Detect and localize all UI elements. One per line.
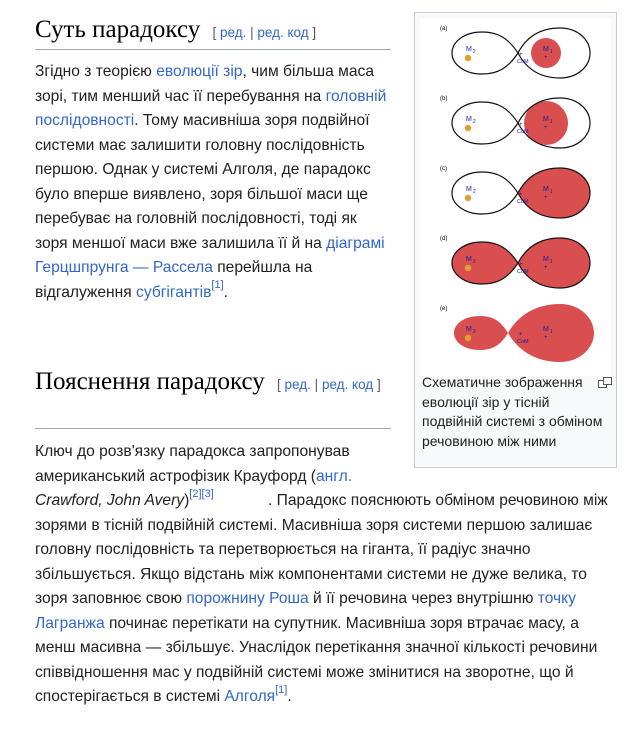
star-center-mark: +	[544, 265, 548, 271]
center-of-mass-label: CoM	[517, 129, 529, 135]
section-heading-essence	[35, 16, 316, 44]
mass-1-label: $M_1$	[543, 326, 553, 335]
panel-tag: (e)	[440, 306, 448, 312]
panel-tag: (a)	[440, 26, 448, 32]
mass-1-label: $M_1$	[543, 186, 553, 195]
link-stellar-evolution[interactable]: еволюції зір	[156, 63, 243, 80]
edit-source-link[interactable]: ред. код	[257, 25, 309, 40]
link-lagrange-point[interactable]: точку Лагранжа	[35, 590, 576, 632]
paragraph-essence: Згідно з теорією еволюції зір, чим більша маса зорі, тим менший час її перебування на головній послідовності. Тому масивніша зоря подвійної системи має залишити головну послідовність першою. Однак у системі Алголя, де парадокс було вперше виявлено, зоря більшої маси ще перебуває на головній послідовності, тоді як зоря меншої маси вже залишила її й на діаграмі Герцшпрунга — Рассела перейшла на відгалуження субгігантів[1].	[35, 63, 387, 301]
star-center-mark: +	[544, 125, 548, 131]
binary-evolution-image[interactable]	[420, 18, 611, 376]
center-of-mass-label: CoM	[517, 59, 529, 65]
panel-tag: (b)	[440, 96, 448, 102]
figure-thumbnail	[414, 12, 617, 468]
figure-panel	[440, 26, 590, 78]
center-of-mass-mark: +	[519, 192, 523, 198]
figure-panel	[440, 96, 590, 148]
link-subgiants[interactable]: субгігантів	[136, 283, 212, 301]
reference-link-1[interactable]: [1]	[275, 683, 288, 696]
edit-source-link[interactable]: ред. код	[321, 377, 374, 392]
center-of-mass-mark: +	[519, 262, 523, 268]
reference-link-3[interactable]: [3]	[201, 487, 214, 500]
paragraph-explanation-intro: Ключ до розв'язку парадокса запропонував американський астрофізик Крауфорд (англ. Crawford, John Avery)[2][3]	[35, 443, 353, 509]
heading-divider	[35, 49, 391, 50]
figure-panel	[440, 304, 594, 362]
secondary-star	[465, 265, 471, 271]
edit-link[interactable]: ред.	[284, 377, 311, 392]
reference-link-2[interactable]: [2]	[189, 487, 202, 500]
mass-1-label: $M_1$	[543, 116, 553, 125]
mass-2-label: $M_2$	[466, 256, 476, 265]
mass-1-label: $M_1$	[543, 256, 553, 265]
mass-2-label: $M_2$	[466, 46, 476, 55]
link-algol[interactable]: Алголя	[224, 688, 276, 705]
link-main-sequence[interactable]: головній послідовності	[35, 87, 387, 129]
primary-star-lobe	[518, 238, 590, 288]
reference-link-1[interactable]: [1]	[211, 279, 224, 292]
figure-panel	[440, 166, 590, 218]
mass-2-label: $M_2$	[466, 116, 476, 125]
section-heading-explanation	[35, 363, 390, 404]
star-center-mark: +	[544, 195, 548, 201]
center-of-mass-label: CoM	[517, 339, 529, 345]
figure-caption: Схематичне зображення еволюції зір у тісній подвійній системі з обміном речовиною між ними	[422, 374, 603, 449]
center-of-mass-mark: +	[519, 52, 523, 58]
primary-star-lobe	[518, 168, 590, 218]
link-roche-lobe[interactable]: порожнину Роша	[186, 590, 309, 607]
secondary-star	[465, 125, 471, 131]
center-of-mass-label: CoM	[517, 269, 529, 275]
secondary-star	[465, 55, 471, 61]
section-title: Пояснення парадоксу	[35, 368, 265, 395]
center-of-mass-mark: +	[519, 122, 523, 128]
section-title: Суть парадоксу	[35, 16, 201, 43]
panel-tag: (c)	[440, 166, 447, 172]
edit-links: [ ред. | ред. код ]	[277, 377, 381, 392]
primary-star	[531, 38, 561, 68]
secondary-star	[465, 195, 471, 201]
center-of-mass-label: CoM	[517, 199, 529, 205]
mass-1-label: $M_1$	[543, 46, 553, 55]
paragraph-explanation: . Парадокс пояснюють обміном речовиною між зорями в тісній подвійній системі. Масивніша зоря системи першою залишає головну послідовність та перетворюється на гіганта, її радіус значно збільшується. Якщо відстань між компонентами системи не дуже велика, то зоря заповнює свою порожнину Роша й її речовина через внутрішню точку Лагранжа починає перетікати на супутник. Масивніша зоря втрачає масу, а менш масивна — збільшує. Унаслідок перетікання значної кількості речовини співвідношення мас у подвійній системі може змінитися на зворотне, що й спостерігається в системі Алголя[1].	[35, 492, 608, 705]
panel-tag: (d)	[440, 236, 448, 242]
donor-star-lobe	[452, 242, 518, 284]
link-english[interactable]: англ.	[315, 467, 353, 485]
binary-evolution-diagram	[420, 18, 611, 376]
heading-divider	[35, 428, 391, 429]
edit-links: [ ред. | ред. код ]	[212, 25, 317, 40]
secondary-star	[465, 335, 471, 341]
figure-panel	[440, 236, 590, 288]
center-of-mass-mark: +	[519, 332, 523, 338]
edit-link[interactable]: ред.	[220, 25, 247, 40]
link-hr-diagram[interactable]: діаграмі Герцшпрунга — Рассела	[35, 234, 385, 276]
mass-2-label: $M_2$	[466, 326, 476, 335]
star-center-mark: +	[544, 55, 548, 61]
mass-2-label: $M_2$	[466, 186, 476, 195]
star-center-mark: +	[544, 335, 548, 341]
